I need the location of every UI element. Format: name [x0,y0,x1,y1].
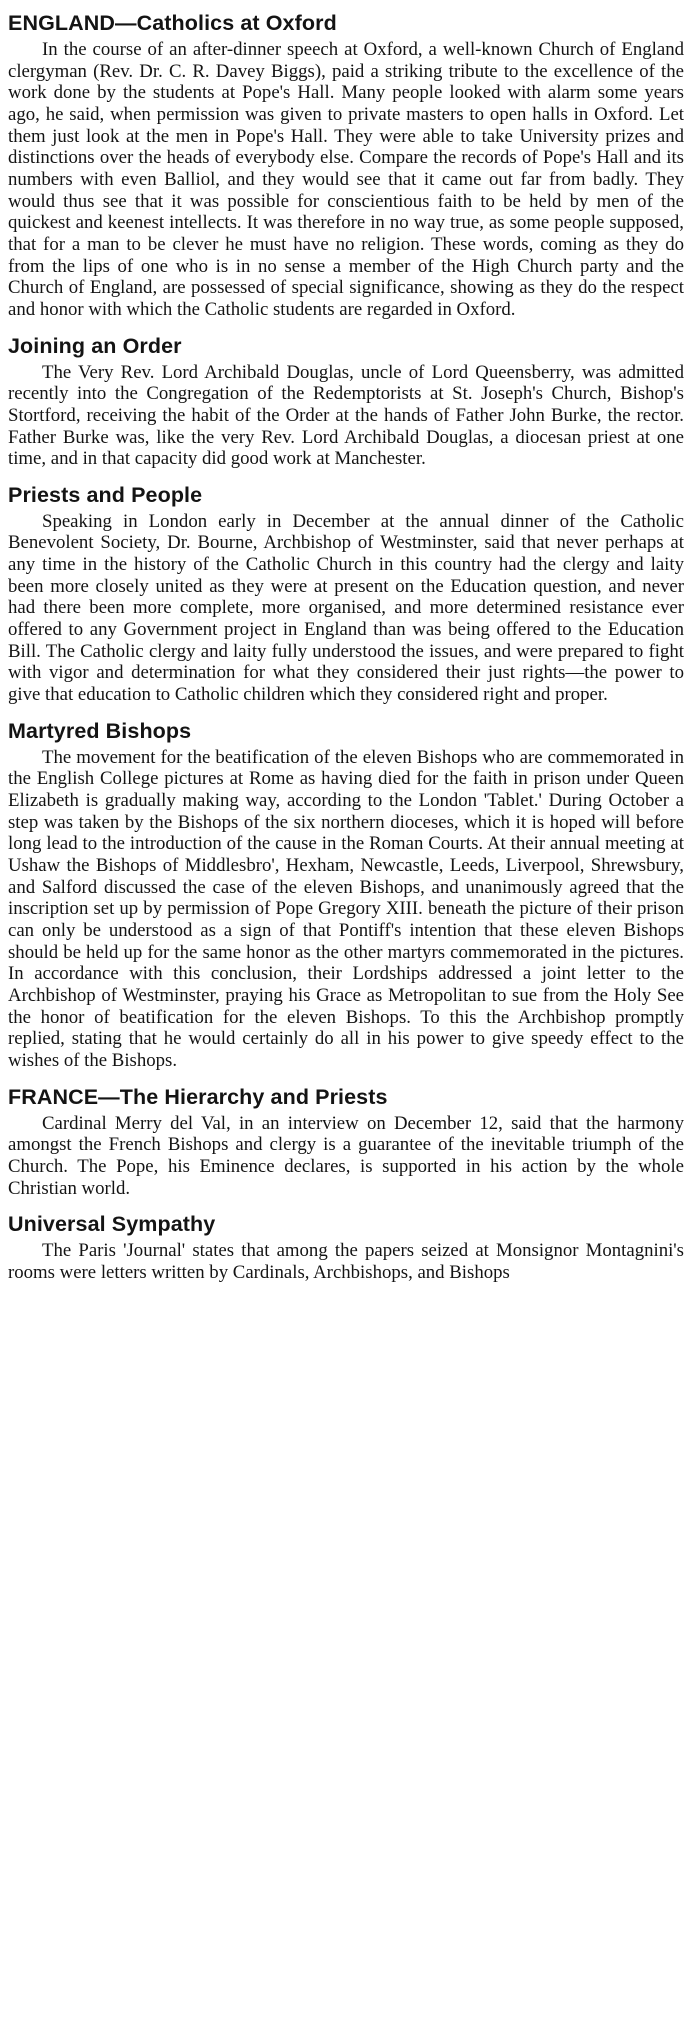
article-joining-an-order [8,333,684,470]
section-body: Cardinal Merry del Val, in an interview on December 12, said that the harmony amongst the French Bishops and clergy is a guarantee of the inevitable triumph of the Church. The Pope, his Eminence declares, is supported in his action by the whole Christian world. [8,1112,684,1199]
section-body: The movement for the beatification of the eleven Bishops who are commemorated in the English College pictures at Rome as having died for the faith in prison under Queen Elizabeth is gradually making way, according to the London 'Tablet.' During October a step was taken by the Bishops of the six northern dioceses, which it is hoped will before long lead to the introduction of the cause in the Roman Courts. At their annual meeting at Ushaw the Bishops of Middlesbro', Hexham, Newcastle, Leeds, Liverpool, Shrewsbury, and Salford discussed the case of the eleven Bishops, and unanimously agreed that the inscription set up by permission of Pope Gregory XIII. beneath the picture of their prison can only be understood as a sign of that Pontiff's intention that these eleven Bishops should be held up for the same honor as the other martyrs commemorated in the pictures. In accordance with this conclusion, their Lordships addressed a joint letter to the Archbishop of Westminster, praying his Grace as Metropolitan to sue from the Holy See the honor of beatification for the eleven Bishops. To this the Archbishop promptly replied, stating that he would certainly do all in his power to give speedy effect to the wishes of the Bishops. [8,746,684,1071]
article-universal-sympathy [8,1211,684,1283]
section-body: The Very Rev. Lord Archibald Douglas, uncle of Lord Queensberry, was admitted recently into the Congregation of the Redemptorists at St. Joseph's Church, Bishop's Stortford, receiving the habit of the Order at the hands of Father John Burke, the rector. Father Burke was, like the very Rev. Lord Archibald Douglas, a diocesan priest at one time, and in that capacity did good work at Manchester. [8,361,684,470]
article-priests-and-people [8,482,684,706]
section-heading: ENGLAND—Catholics at Oxford [8,11,337,35]
section-heading: Joining an Order [8,333,182,358]
article-martyred-bishops [8,718,684,1072]
section-body: The Paris 'Journal' states that among the papers seized at Monsignor Montagnini's rooms were letters written by Cardinals, Archbishops, and Bishops [8,1240,684,1283]
section-heading: Universal Sympathy [8,1212,216,1237]
section-heading: Martyred Bishops [8,718,192,743]
section-body: Speaking in London early in December at the annual dinner of the Catholic Benevolent Society, Dr. Bourne, Archbishop of Westminster, said that never perhaps at any time in the history of the Catholic Church in this country had the clergy and laity been more closely united as they were at present on the Education question, and never had there been more complete, more organised, and more determined resistance ever offered to any Government project in England than was being offered to the Education Bill. The Catholic clergy and laity fully understood the issues, and were prepared to fight with vigor and determination for what they considered their just rights—the power to give that education to Catholic children which they considered right and proper. [8,510,684,706]
article-england-catholics-at-oxford [8,10,684,321]
section-body: In the course of an after-dinner speech at Oxford, a well-known Church of England clergyman (Rev. Dr. C. R. Davey Biggs), paid a striking tribute to the excellence of the work done by the students at Pope's Hall. Many people looked with alarm some years ago, he said, when permission was given to private masters to open halls in Oxford. Let them just look at the men in Pope's Hall. They were able to take University prizes and distinctions over the heads of everybody else. Compare the records of Pope's Hall and its numbers with even Balliol, and they would see that it came out far from badly. They would thus see that it was possible for conscientious faith to be held by men of the quickest and keenest intellects. It was therefore in no way true, as some people supposed, that for a man to be clever he must have no religion. These words, coming as they do from the lips of one who is in no sense a member of the High Church party and the Church of England, are possessed of special significance, showing as they do the respect and honor with which the Catholic students are regarded in Oxford. [8,39,684,320]
section-heading: Priests and People [8,482,203,507]
article-france-hierarchy-and-priests [8,1084,684,1200]
newspaper-column [8,10,684,1296]
section-heading: FRANCE—The Hierarchy and Priests [8,1084,388,1109]
